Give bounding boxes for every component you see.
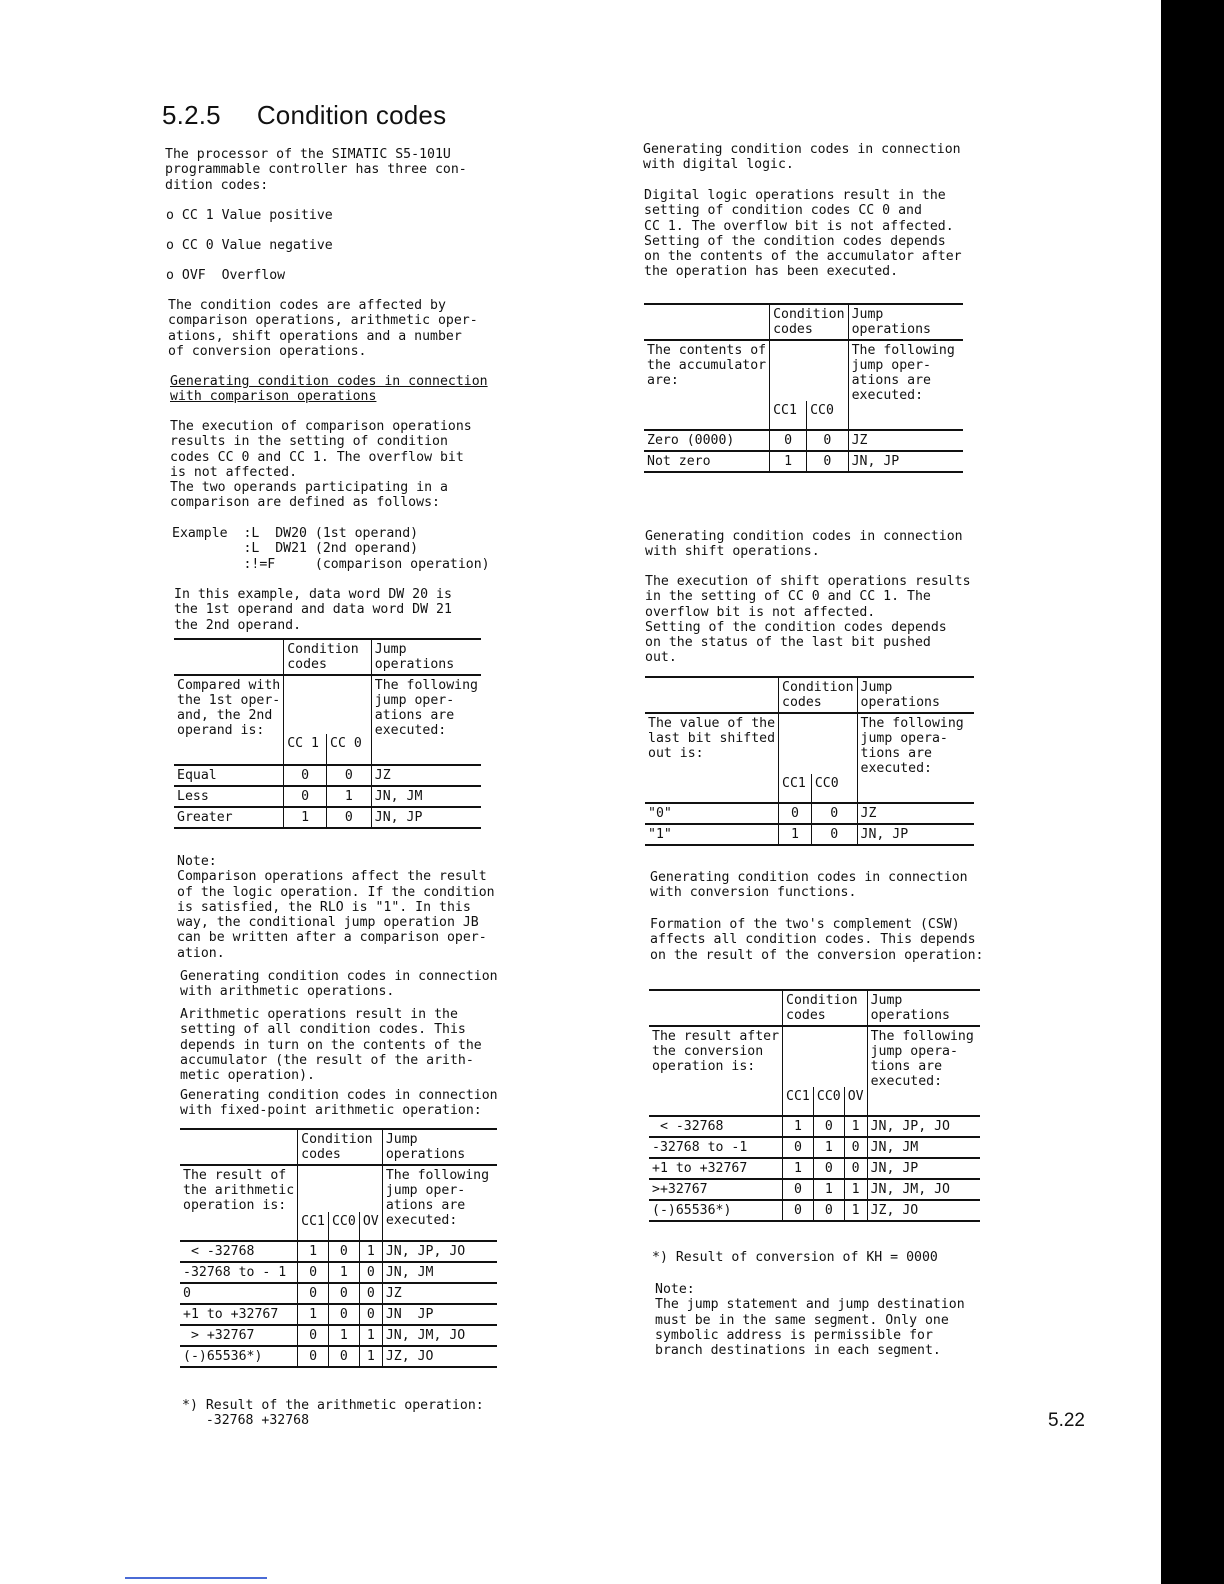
bottom-rule [125, 1577, 267, 1579]
conversion-text: Formation of the two's complement (CSW) affects all condition codes. This depends on the result of the conversion operation: [650, 917, 984, 963]
header-jump-operations: Jump operations [867, 990, 980, 1026]
code-ovf: o OVF Overflow [166, 268, 286, 283]
arithmetic-text: Arithmetic operations result in the setting of all condition codes. This depends in turn on the contents of the accumulator (the result of the arith- metic operation). [180, 1007, 482, 1084]
row-label-header: The value of the last bit shifted out is: [645, 713, 779, 803]
row-label-header: The result after the conversion operation is: [649, 1026, 783, 1116]
col-cc1: CC 1 [284, 734, 327, 765]
table-row: (-)65536*) 0 0 1 JZ, JO [180, 1346, 497, 1367]
code-cc1: o CC 1 Value positive [166, 208, 333, 223]
section-title: Condition codes [256, 100, 447, 130]
row-label-header: The result of the arithmetic operation is: [180, 1165, 298, 1241]
table-row: < -32768 1 0 1 JN, JP, JO [180, 1241, 497, 1262]
header-condition-codes: Condition codes [770, 304, 848, 340]
jump-description: The following jump oper- ations are executed: [371, 675, 481, 765]
arithmetic-table [180, 1128, 497, 1368]
scan-edge-right [1161, 0, 1224, 1584]
table-row: Not zero 1 0 JN, JP [644, 451, 963, 472]
header-jump-operations: Jump operations [848, 304, 963, 340]
table-row: < -32768 1 0 1 JN, JP, JO [649, 1116, 980, 1137]
comparison-table [174, 638, 481, 829]
table-row: >+32767 0 1 1 JN, JM, JO [649, 1179, 980, 1200]
intro-text: The processor of the SIMATIC S5-101U programmable controller has three con- dition codes: [165, 147, 467, 193]
jump-description: The following jump opera- tions are executed: [867, 1026, 980, 1116]
header-jump-operations: Jump operations [857, 677, 974, 713]
header-jump-operations: Jump operations [382, 1129, 497, 1165]
example-code: Example :L DW20 (1st operand) :L DW21 (2nd operand) :!=F (comparison operation) [172, 526, 490, 572]
table-row: Greater 1 0 JN, JP [174, 807, 481, 828]
jump-description: The following jump oper- ations are executed: [848, 340, 963, 430]
conversion-heading: Generating condition codes in connection with conversion functions. [650, 870, 968, 901]
digital-heading: Generating condition codes in connection with digital logic. [643, 142, 961, 173]
header-jump-operations: Jump operations [371, 639, 481, 675]
col-cc0: CC0 [807, 401, 848, 430]
code-cc0: o CC 0 Value negative [166, 238, 333, 253]
shift-text: The execution of shift operations results in the setting of CC 0 and CC 1. The overflow bit is not affected. Setting of the condition codes depends on the status of the last bit pushed out. [645, 574, 971, 666]
scan-margin-left [0, 0, 40, 1584]
page-number: 5.22 [1048, 1410, 1085, 1431]
row-label-header: The contents of the accumulator are: [644, 340, 770, 430]
conversion-table [649, 989, 980, 1222]
example-note: In this example, data word DW 20 is the 1st operand and data word DW 21 the 2nd operand. [174, 587, 452, 633]
col-cc1: CC1 [779, 774, 812, 803]
header-condition-codes: Condition codes [783, 990, 868, 1026]
conversion-footnote: *) Result of conversion of KH = 0000 [652, 1250, 938, 1265]
table-row: "1" 1 0 JN, JP [645, 824, 974, 845]
table-row: (-)65536*) 0 0 1 JZ, JO [649, 1200, 980, 1221]
col-ov: OV [359, 1212, 382, 1241]
arithmetic-footnote: *) Result of the arithmetic operation: -32768 +32768 [182, 1398, 484, 1429]
table-row: +1 to +32767 1 0 0 JN JP [180, 1304, 497, 1325]
comparison-note: Note: Comparison operations affect the result of the logic operation. If the condition is satisfied, the RLO is "1". In this way, the conditional jump operation JB can be written after a comparison oper- ation. [177, 854, 495, 961]
table-row: Zero (0000) 0 0 JZ [644, 430, 963, 451]
digital-table [644, 303, 963, 473]
shift-table [645, 676, 974, 846]
col-cc1: CC1 [783, 1087, 814, 1116]
table-row: 0 0 0 0 JZ [180, 1283, 497, 1304]
col-cc0: CC0 [811, 774, 857, 803]
jump-description: The following jump oper- ations are executed: [382, 1165, 497, 1241]
comparison-heading: Generating condition codes in connection with comparison operations [170, 374, 488, 405]
section-heading [162, 100, 446, 131]
arithmetic-heading: Generating condition codes in connection with arithmetic operations. [180, 969, 498, 1000]
table-row: > +32767 0 1 1 JN, JM, JO [180, 1325, 497, 1346]
col-cc1: CC1 [298, 1212, 329, 1241]
section-number: 5.2.5 [162, 100, 221, 130]
table-row: Less 0 1 JN, JM [174, 786, 481, 807]
table-row: "0" 0 0 JZ [645, 803, 974, 824]
table-row: +1 to +32767 1 0 0 JN, JP [649, 1158, 980, 1179]
header-condition-codes: Condition codes [298, 1129, 383, 1165]
digital-text: Digital logic operations result in the setting of condition codes CC 0 and CC 1. The overflow bit is not affected. Setting of the condition codes depends on the contents of the accumulator after the operation has been executed. [644, 188, 962, 280]
comparison-text: The execution of comparison operations results in the setting of condition codes CC 0 and CC 1. The overflow bit is not affected. The two operands participating in a comparison are defined as follows: [170, 419, 472, 511]
header-condition-codes: Condition codes [284, 639, 372, 675]
col-cc1: CC1 [770, 401, 807, 430]
affected-text: The condition codes are affected by comparison operations, arithmetic oper- ations, shift operations and a number of conversion operations. [168, 298, 478, 359]
shift-heading: Generating condition codes in connection with shift operations. [645, 529, 963, 560]
fixed-point-heading: Generating condition codes in connection with fixed-point arithmetic operation: [180, 1088, 498, 1119]
row-label-header: Compared with the 1st oper- and, the 2nd operand is: [174, 675, 284, 765]
table-row: -32768 to -1 0 1 0 JN, JM [649, 1137, 980, 1158]
table-row: -32768 to - 1 0 1 0 JN, JM [180, 1262, 497, 1283]
col-cc0: CC0 [813, 1087, 844, 1116]
col-ov: OV [844, 1087, 867, 1116]
col-cc0: CC 0 [327, 734, 372, 765]
header-condition-codes: Condition codes [779, 677, 857, 713]
final-note: Note: The jump statement and jump destination must be in the same segment. Only one symbolic address is permissible for branch destinations in each segment. [655, 1282, 965, 1359]
col-cc0: CC0 [328, 1212, 359, 1241]
table-row: Equal 0 0 JZ [174, 765, 481, 786]
jump-description: The following jump opera- tions are executed: [857, 713, 974, 803]
